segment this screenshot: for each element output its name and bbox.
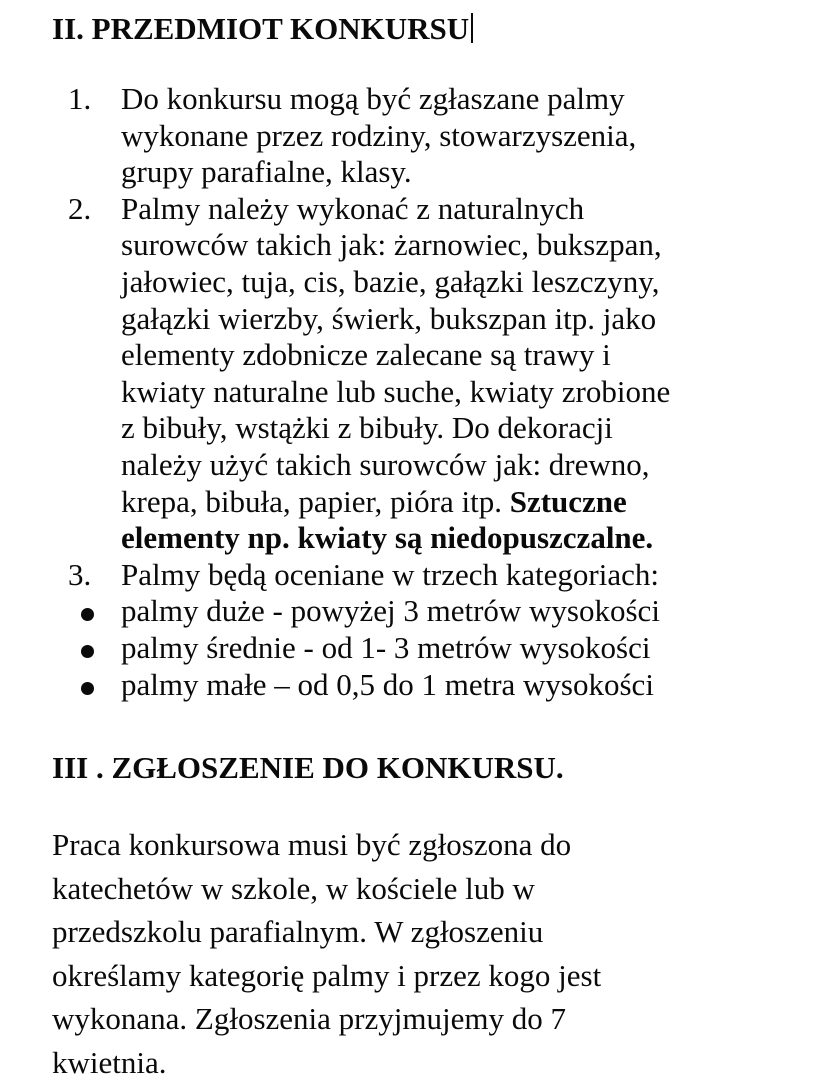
bullet-dot-icon	[81, 645, 94, 658]
list-item	[0, 191, 670, 557]
list-item-line: wykonane przez rodziny, stowarzyszenia,	[121, 118, 670, 155]
list-item-line: grupy parafialne, klasy.	[121, 154, 670, 191]
bullet-dot-icon	[81, 682, 94, 695]
list-item-number: 2.	[68, 191, 91, 228]
list-item-text: krepa, bibuła, papier, pióra itp.	[121, 484, 502, 519]
paragraph-line: katechetów w szkole, w kościele lub w	[52, 867, 601, 911]
bullet-item	[0, 593, 670, 630]
paragraph-line: przedszkolu parafialnym. W zgłoszeniu	[52, 910, 601, 954]
list-item-line: należy użyć takich surowców jak: drewno,	[121, 447, 670, 484]
list-item-line: gałązki wierzby, świerk, bukszpan itp. jako	[121, 301, 670, 338]
bold-warning-line: elementy np. kwiaty są niedopuszczalne.	[121, 520, 670, 557]
paragraph-line: Praca konkursowa musi być zgłoszona do	[52, 823, 601, 867]
rules-list	[0, 81, 670, 703]
list-item-number: 1.	[68, 81, 91, 118]
submission-paragraph	[52, 823, 601, 1084]
bold-warning-start: Sztuczne	[510, 484, 627, 519]
section-heading-zgloszenie: III . ZGŁOSZENIE DO KONKURSU.	[52, 750, 564, 786]
list-item-line: Palmy należy wykonać z naturalnych	[121, 191, 670, 228]
bullet-item	[0, 630, 670, 667]
list-item-line: kwiaty naturalne lub suche, kwiaty zrobione	[121, 374, 670, 411]
list-item	[0, 81, 670, 191]
text-cursor	[471, 13, 473, 43]
list-item-number: 3.	[68, 557, 91, 594]
section-heading-przedmiot-text: II. PRZEDMIOT KONKURSU	[52, 11, 469, 46]
paragraph-line: określamy kategorię palmy i przez kogo jest	[52, 954, 601, 998]
list-item-line: Palmy będą oceniane w trzech kategoriach:	[121, 557, 670, 594]
paragraph-line: kwietnia.	[52, 1041, 601, 1084]
list-item-line: elementy zdobnicze zalecane są trawy i	[121, 337, 670, 374]
list-item-line: surowców takich jak: żarnowiec, bukszpan,	[121, 227, 670, 264]
list-item-line-mixed	[121, 484, 670, 521]
list-item-line: Do konkursu mogą być zgłaszane palmy	[121, 81, 670, 118]
bullet-text: palmy małe – od 0,5 do 1 metra wysokości	[121, 667, 670, 704]
bullet-dot-icon	[81, 608, 94, 621]
list-item	[0, 557, 670, 594]
list-item-line: jałowiec, tuja, cis, bazie, gałązki leszczyny,	[121, 264, 670, 301]
bullet-text: palmy średnie - od 1- 3 metrów wysokości	[121, 630, 670, 667]
paragraph-line: wykonana. Zgłoszenia przyjmujemy do 7	[52, 997, 601, 1041]
bullet-text: palmy duże - powyżej 3 metrów wysokości	[121, 593, 670, 630]
bullet-item	[0, 667, 670, 704]
list-item-line: z bibuły, wstążki z bibuły. Do dekoracji	[121, 410, 670, 447]
section-heading-przedmiot	[52, 11, 473, 47]
